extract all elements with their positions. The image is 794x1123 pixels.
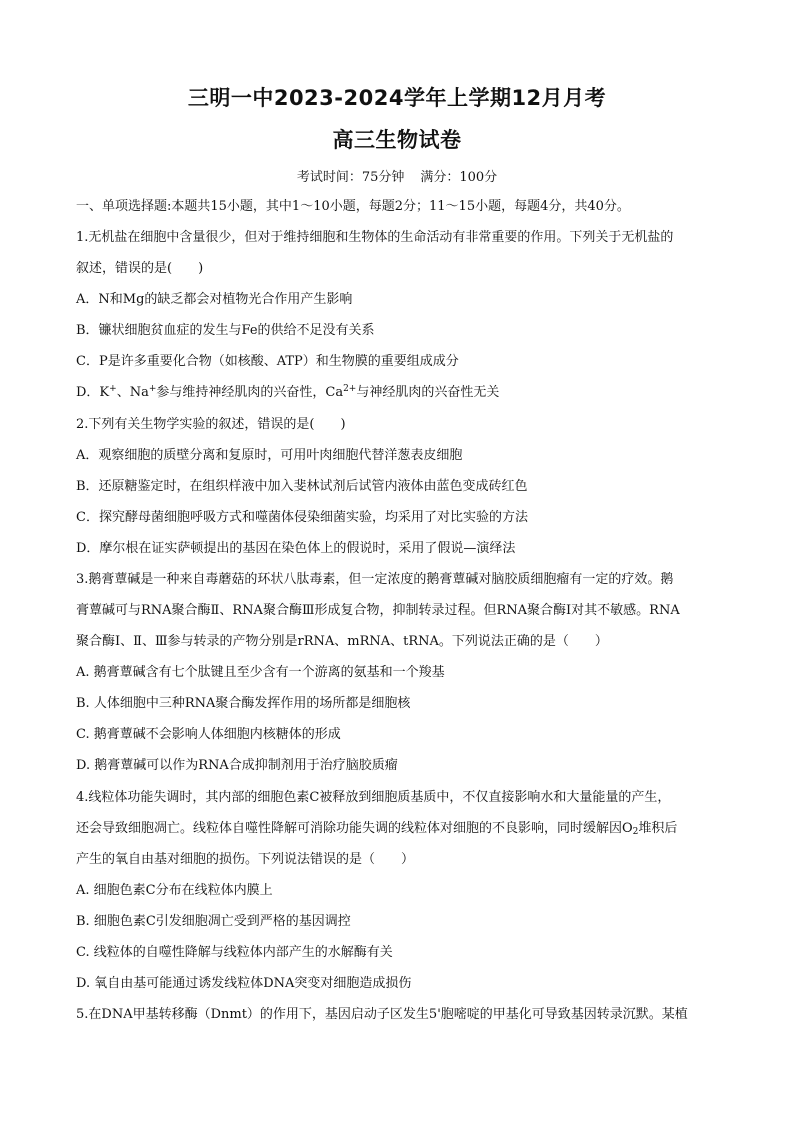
q3-stem-line1: 3.鹅膏蕈碱是一种来自毒蘑菇的环状八肽毒素，但一定浓度的鹅膏蕈碱对脑胶质细胞瘤有一定的疗效。鹅 — [76, 572, 674, 587]
q3-stem-line2: 膏蕈碱可与RNA聚合酶Ⅱ、RNA聚合酶Ⅲ形成复合物，抑制转录过程。但RNA聚合酶Ⅰ对其不敏感。RNA — [76, 603, 680, 618]
q1-d-part2: 、Na — [116, 385, 149, 400]
q4-stem-line2-b: 堆积后 — [638, 821, 678, 836]
q1-d-part1: D．K — [76, 385, 110, 400]
q1-option-c: C．P是许多重要化合物（如核酸、ATP）和生物膜的重要组成成分 — [76, 354, 459, 369]
q4-stem-line2 — [76, 817, 677, 837]
q3-option-c: C. 鹅膏蕈碱不会影响人体细胞内核糖体的形成 — [76, 727, 341, 742]
q2-option-c: C．探究酵母菌细胞呼吸方式和噬菌体侵染细菌实验，均采用了对比实验的方法 — [76, 510, 528, 525]
exam-meta — [0, 166, 794, 185]
q4-stem-line1: 4.线粒体功能失调时，其内部的细胞色素C被释放到细胞质基质中，不仅直接影响水和大量能量的产生， — [76, 790, 671, 805]
q3-option-b: B. 人体细胞中三种RNA聚合酶发挥作用的场所都是细胞核 — [76, 696, 411, 711]
q1-d-part3: 参与维持神经肌肉的兴奋性，Ca — [156, 385, 344, 400]
q1-stem-line2: 叙述，错误的是( ) — [76, 261, 204, 276]
q4-option-a: A. 细胞色素C分布在线粒体内膜上 — [76, 883, 273, 898]
exam-subtitle: 高三生物试卷 — [332, 128, 462, 152]
q4-option-b: B. 细胞色素C引发细胞凋亡受到严格的基因调控 — [76, 914, 351, 929]
exam-title: 三明一中2023-2024学年上学期12月月考 — [187, 86, 607, 110]
q4-option-d: D. 氧自由基可能通过诱发线粒体DNA突变对细胞造成损伤 — [76, 976, 412, 991]
q4-o2-subscript: 2 — [632, 827, 639, 837]
q3-option-d: D. 鹅膏蕈碱可以作为RNA合成抑制剂用于治疗脑胶质瘤 — [76, 758, 398, 773]
q1-d-sup1: + — [109, 384, 117, 394]
q1-d-sup2: + — [148, 384, 157, 394]
q1-d-sup3: 2+ — [343, 384, 357, 394]
q1-option-a: A．N和Mg的缺乏都会对植物光合作用产生影响 — [76, 292, 353, 307]
q2-stem: 2.下列有关生物学实验的叙述，错误的是( ) — [76, 417, 346, 432]
q4-stem-line3: 产生的氧自由基对细胞的损伤。下列说法错误的是（ ） — [76, 852, 415, 867]
q2-option-b: B．还原糖鉴定时，在组织样液中加入斐林试剂后试管内液体由蓝色变成砖红色 — [76, 479, 528, 494]
exam-score: 满分：100分 — [420, 170, 498, 185]
section-heading: 一、单项选择题:本题共15小题，其中1～10小题，每题2分；11～15小题，每题4分，共40分。 — [76, 199, 630, 214]
q4-option-c: C. 线粒体的自噬性降解与线粒体内部产生的水解酶有关 — [76, 945, 393, 960]
q1-stem-line1: 1.无机盐在细胞中含量很少，但对于维持细胞和生物体的生命活动有非常重要的作用。下列关于无机盐的 — [76, 230, 674, 245]
q3-stem-line3: 聚合酶Ⅰ、Ⅱ、Ⅲ参与转录的产物分别是rRNA、mRNA、tRNA。下列说法正确的是（ ） — [76, 634, 608, 649]
q1-option-d — [76, 381, 499, 400]
q2-option-a: A．观察细胞的质壁分离和复原时，可用叶肉细胞代替洋葱表皮细胞 — [76, 448, 463, 463]
q3-option-a: A. 鹅膏蕈碱含有七个肽键且至少含有一个游离的氨基和一个羧基 — [76, 665, 445, 680]
q2-option-d: D．摩尔根在证实萨顿提出的基因在染色体上的假说时，采用了假说—演绎法 — [76, 541, 516, 556]
q5-stem-line1: 5.在DNA甲基转移酶（Dnmt）的作用下，基因启动子区发生5'胞嘧啶的甲基化可导致基因转录沉默。某植 — [76, 1007, 688, 1022]
q4-stem-line2-a: 还会导致细胞凋亡。线粒体自噬性降解可消除功能失调的线粒体对细胞的不良影响，同时缓解因O — [76, 821, 633, 836]
q1-d-part4: 与神经肌肉的兴奋性无关 — [356, 385, 500, 400]
exam-time: 考试时间：75分钟 — [296, 170, 405, 185]
q1-option-b: B．镰状细胞贫血症的发生与Fe的供给不足没有关系 — [76, 323, 375, 338]
